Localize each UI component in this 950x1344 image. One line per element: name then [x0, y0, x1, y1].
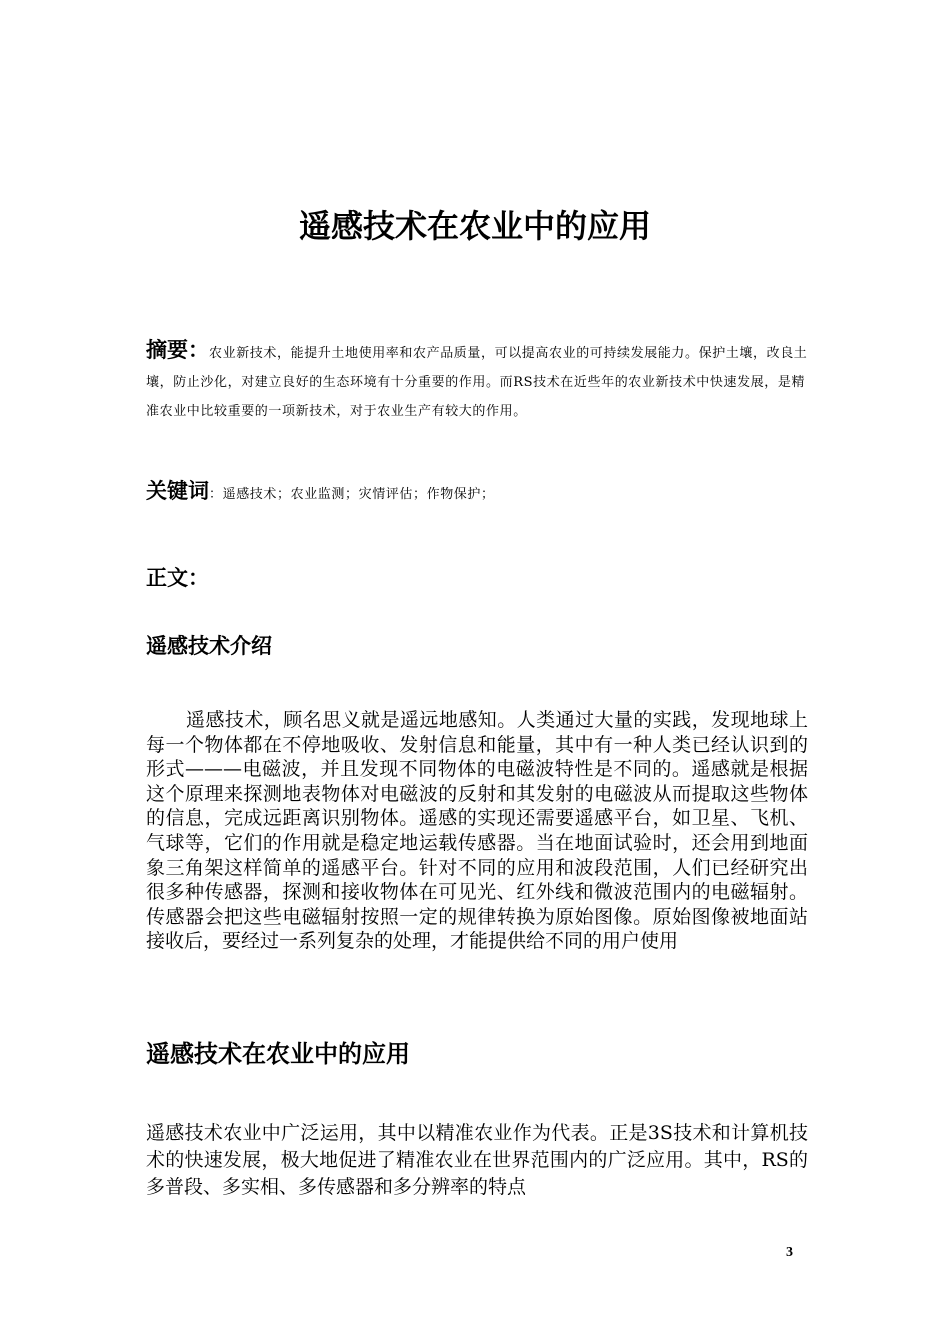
- abstract-block: [146, 336, 808, 426]
- keywords-block: [146, 474, 808, 512]
- keywords-text: ：遥感技术；农业监测；灾情评估；作物保护；: [209, 487, 495, 502]
- section-paragraph: 遥感技术农业中广泛运用，其中以精准农业作为代表。正是3S技术和计算机技术的快速发展，极大地促进了精准农业在世界范围内的广泛应用。其中，RS的多普段、多实相、多传感器和多分辨率的特点: [146, 1122, 808, 1198]
- keywords-label: 关键词: [146, 479, 209, 503]
- abstract-label: 摘要：: [146, 338, 209, 362]
- section-paragraph: 遥感技术，顾名思义就是遥远地感知。人类通过大量的实践，发现地球上每一个物体都在不停地吸收、发射信息和能量，其中有一种人类已经认识到的形式———电磁波，并且发现不同物体的电磁波特性是不同的。遥感就是根据这个原理来探测地表物体对电磁波的反射和其发射的电磁波从而提取这些物体的信息，完成远距离识别物体。遥感的实现还需要遥感平台，如卫星、飞机、气球等，它们的作用就是稳定地运载传感器。当在地面试验时，还会用到地面象三角架这样简单的遥感平台。针对不同的应用和波段范围，人们已经研究出很多种传感器，探测和接收物体在可见光、红外线和微波范围内的电磁辐射。传感器会把这些电磁辐射按照一定的规律转换为原始图像。原始图像被地面站接收后，要经过一系列复杂的处理，才能提供给不同的用户使用: [146, 709, 808, 953]
- page-number: 3: [786, 1245, 793, 1260]
- section-heading: 遥感技术在农业中的应用: [146, 1040, 410, 1068]
- abstract-text: 农业新技术，能提升土地使用率和农产品质量，可以提高农业的可持续发展能力。保护土壤，改良土壤，防止沙化，对建立良好的生态环境有十分重要的作用。而RS技术在近些年的农业新技术中快速发展，是精准农业中比较重要的一项新技术，对于农业生产有较大的作用。: [146, 346, 808, 419]
- section-heading: 遥感技术介绍: [146, 634, 272, 658]
- body-heading: 正文：: [146, 566, 209, 590]
- document-title: 遥感技术在农业中的应用: [298, 207, 651, 245]
